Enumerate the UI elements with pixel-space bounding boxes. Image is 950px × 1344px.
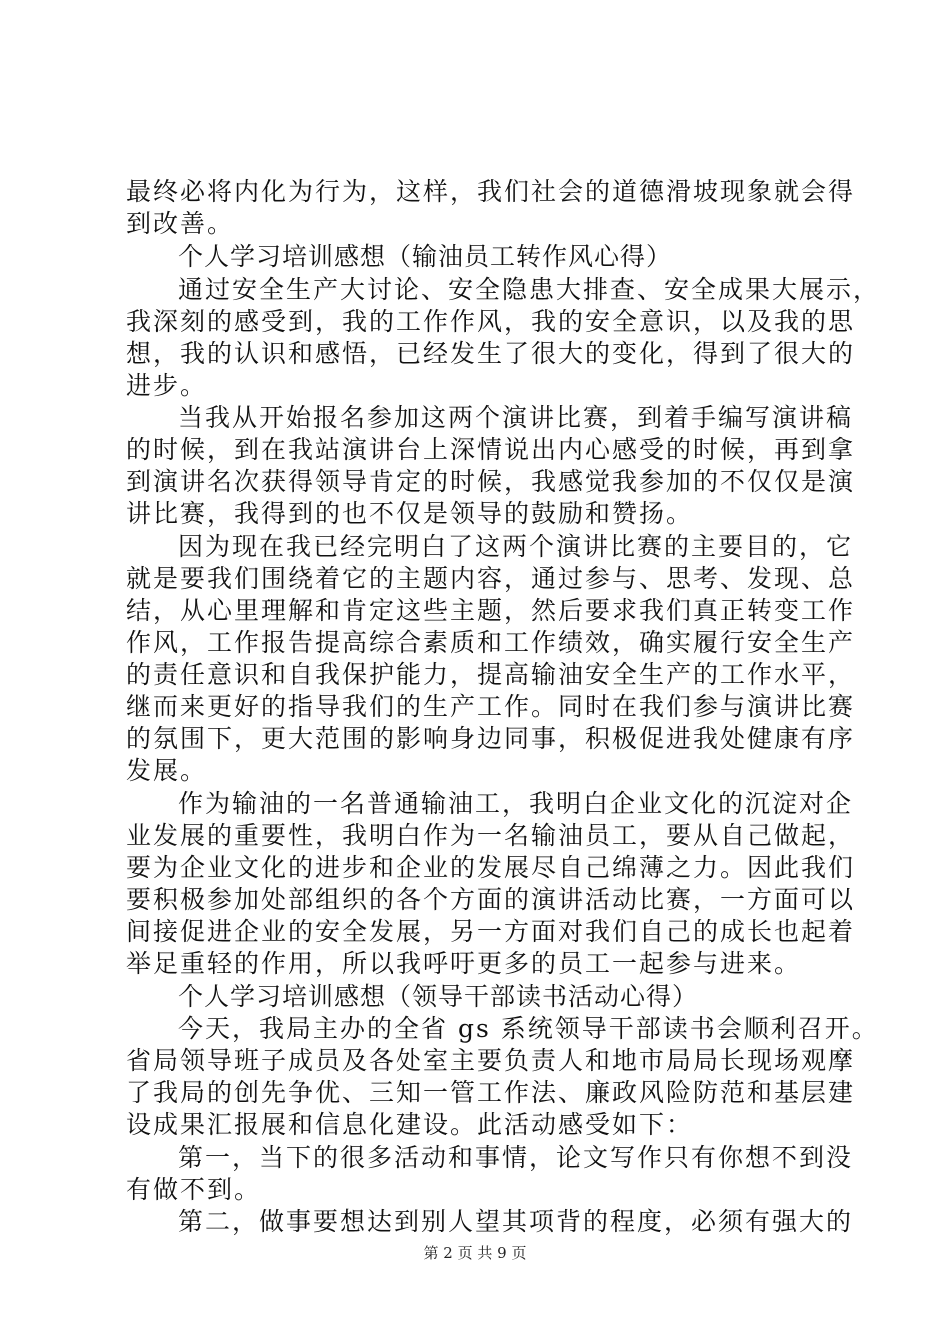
- body-text-line: 要为企业文化的进步和企业的发展尽自己绵薄之力。因此我们: [126, 853, 856, 882]
- paragraph-start-line: 因为现在我已经完明白了这两个演讲比赛的主要目的，它: [178, 532, 854, 561]
- body-text-line: 就是要我们围绕着它的主题内容，通过参与、思考、发现、总: [126, 564, 856, 593]
- body-text-line: 作风，工作报告提高综合素质和工作绩效，确实履行安全生产: [126, 628, 856, 657]
- body-text-line: 结，从心里理解和肯定这些主题，然后要求我们真正转变工作: [126, 596, 856, 625]
- body-text-line: 继而来更好的指导我们的生产工作。同时在我们参与演讲比赛: [126, 692, 856, 721]
- body-text-line: 了我局的创先争优、三知一管工作法、廉政风险防范和基层建: [126, 1078, 856, 1107]
- section-heading: 个人学习培训感想（输油员工转作风心得）: [178, 242, 673, 271]
- body-text-line: 业发展的重要性，我明白作为一名输油员工，要从自己做起，: [126, 821, 856, 850]
- body-text-line: 我深刻的感受到，我的工作作风，我的安全意识，以及我的思: [126, 307, 856, 336]
- body-text-line: 的时候，到在我站演讲台上深情说出内心感受的时候，再到拿: [126, 435, 856, 464]
- body-text-line: 的氛围下，更大范围的影响身边同事，积极促进我处健康有序: [126, 724, 856, 753]
- body-text-line: 最终必将内化为行为，这样，我们社会的道德滑坡现象就会得: [126, 177, 856, 206]
- body-text-line: 发展。: [126, 756, 208, 785]
- body-text-line: 要积极参加处部组织的各个方面的演讲活动比赛，一方面可以: [126, 885, 856, 914]
- body-text-line: 到改善。: [126, 209, 235, 238]
- paragraph-start-line: 今天，我局主办的全省 gs 系统领导干部读书会顺利召开。: [178, 1014, 879, 1043]
- body-text-line: 举足重轻的作用，所以我呼吁更多的员工一起参与进来。: [126, 949, 802, 978]
- body-text-line: 间接促进企业的安全发展，另一方面对我们自己的成长也起着: [126, 917, 856, 946]
- paragraph-start-line: 第一，当下的很多活动和事情，论文写作只有你想不到没: [178, 1143, 854, 1172]
- paragraph-start-line: 当我从开始报名参加这两个演讲比赛，到着手编写演讲稿: [178, 403, 854, 432]
- body-text-line: 想，我的认识和感悟，已经发生了很大的变化，得到了很大的: [126, 339, 856, 368]
- paragraph-start-line: 作为输油的一名普通输油工，我明白企业文化的沉淀对企: [178, 789, 854, 818]
- section-heading: 个人学习培训感想（领导干部读书活动心得）: [178, 982, 699, 1011]
- paragraph-start-line: 第二，做事要想达到别人望其项背的程度，必须有强大的: [178, 1207, 854, 1236]
- paragraph-start-line: 通过安全生产大讨论、安全隐患大排查、安全成果大展示，: [178, 275, 881, 304]
- body-text-line: 进步。: [126, 371, 208, 400]
- body-text-line: 的责任意识和自我保护能力，提高输油安全生产的工作水平，: [126, 660, 856, 689]
- page-footer: 第 2 页 共 9 页: [423, 1244, 527, 1262]
- body-text-line: 到演讲名次获得领导肯定的时候，我感觉我参加的不仅仅是演: [126, 467, 856, 496]
- body-text-line: 省局领导班子成员及各处室主要负责人和地市局局长现场观摩: [126, 1046, 856, 1075]
- body-text-line: 设成果汇报展和信息化建设。此活动感受如下：: [126, 1110, 694, 1139]
- body-text-line: 讲比赛，我得到的也不仅是领导的鼓励和赞扬。: [126, 499, 694, 528]
- body-text-line: 有做不到。: [126, 1175, 262, 1204]
